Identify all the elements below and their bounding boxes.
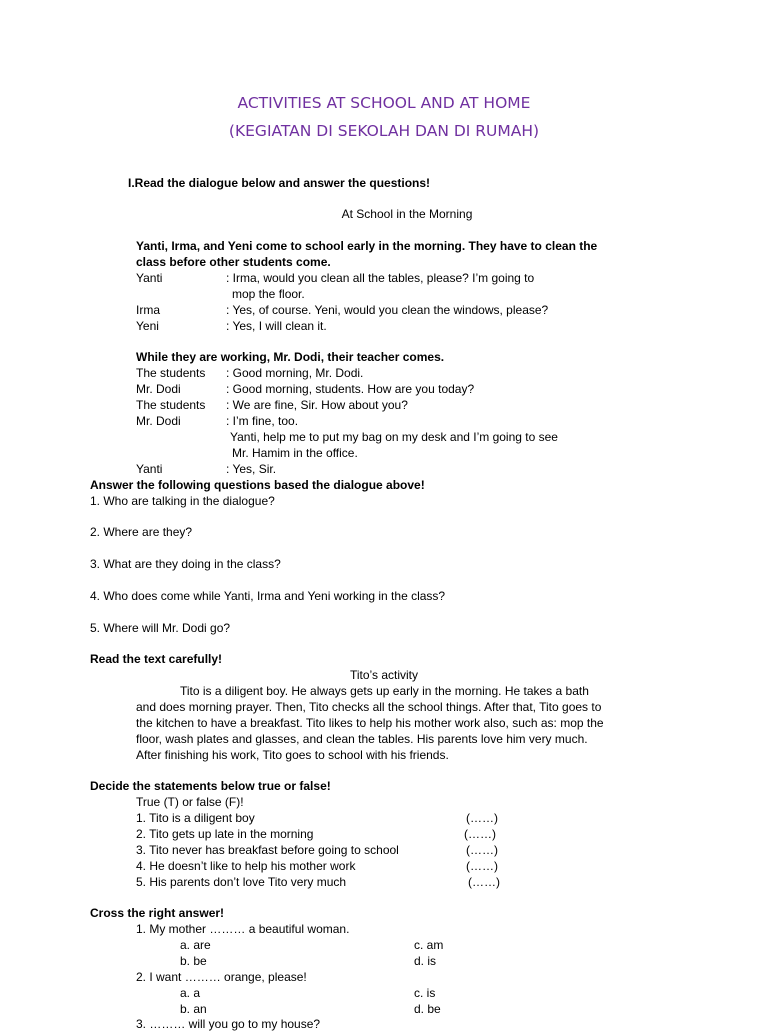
dialogue-line: mop the floor. [232,287,305,301]
section3-sub: True (T) or false (F)! [136,795,244,809]
dialogue-line: Mr. Hamim in the office. [232,446,358,460]
dialogue-speaker: Yanti [136,462,163,476]
section2-heading: Tito’s activity [349,668,418,682]
section4-instruction: Cross the right answer! [90,906,225,920]
dialogue-speaker: Mr. Dodi [136,382,181,396]
question-item: 2. Where are they? [90,525,193,539]
dialogue-line: : Yes, I will clean it. [226,319,327,333]
question-item: 3. What are they doing in the class? [90,557,281,571]
section1-intro-line1: Yanti, Irma, and Yeni come to school early in the morning. They have to clean the [136,239,598,253]
statement-text: 2. Tito gets up late in the morning [136,827,314,841]
dialogue-line: : Irma, would you clean all the tables, please? I’m going to [226,271,535,285]
question-item: 4. Who does come while Yanti, Irma and Yeni working in the class? [90,589,446,603]
statement-blank: (……) [466,859,498,873]
mc-option-a: a. a [180,986,201,1000]
section1-heading: At School in the Morning [341,207,473,221]
section2-instruction: Read the text carefully! [90,652,223,666]
questions-title: Answer the following questions based the dialogue above! [90,478,425,492]
text-line: Tito is a diligent boy. He always gets up early in the morning. He takes a bath [180,684,589,698]
statement-text: 5. His parents don’t love Tito very much [136,875,347,889]
mc-question: 1. My mother ……… a beautiful woman. [136,922,350,936]
statement-blank: (……) [468,875,500,889]
section1-transition: While they are working, Mr. Dodi, their teacher comes. [136,350,445,364]
mc-option-c: c. am [414,938,444,952]
mc-question-partial: 3. ……… will you go to my house? [136,1017,321,1031]
dialogue-line: : Good morning, students. How are you today? [226,382,475,396]
question-item: 5. Where will Mr. Dodi go? [90,621,231,635]
mc-question: 2. I want ……… orange, please! [136,970,307,984]
page-title: ACTIVITIES AT SCHOOL AND AT HOME [237,94,531,112]
mc-option-c: c. is [414,986,436,1000]
dialogue-speaker: The students [136,366,206,380]
dialogue-line: : We are fine, Sir. How about you? [226,398,408,412]
mc-option-d: d. be [414,1002,441,1016]
mc-option-d: d. is [414,954,437,968]
section1-intro-line2: class before other students come. [136,255,331,269]
text-line: and does morning prayer. Then, Tito checks all the school things. After that, Tito goes to [136,700,602,714]
mc-option-b: b. be [180,954,207,968]
text-line: After finishing his work, Tito goes to school with his friends. [136,748,449,762]
statement-text: 3. Tito never has breakfast before going to school [136,843,399,857]
dialogue-speaker: Yeni [136,319,159,333]
dialogue-line: : Yes, Sir. [226,462,277,476]
question-item: 1. Who are talking in the dialogue? [90,494,275,508]
mc-option-b: b. an [180,1002,207,1016]
statement-blank: (……) [466,843,498,857]
dialogue-line: Yanti, help me to put my bag on my desk and I’m going to see [230,430,558,444]
dialogue-line: : Good morning, Mr. Dodi. [226,366,364,380]
dialogue-speaker: Irma [136,303,160,317]
text-line: the kitchen to have a breakfast. Tito likes to help his mother work also, such as: mop the [136,716,604,730]
dialogue-line: : I’m fine, too. [226,414,299,428]
statement-text: 4. He doesn’t like to help his mother work [136,859,356,873]
dialogue-line: : Yes, of course. Yeni, would you clean the windows, please? [226,303,549,317]
text-line: floor, wash plates and glasses, and clean the tables. His parents love him very much. [136,732,588,746]
statement-blank: (……) [466,811,498,825]
section1-instruction: I.Read the dialogue below and answer the questions! [128,176,431,190]
section3-instruction: Decide the statements below true or false! [90,779,331,793]
mc-option-a: a. are [180,938,211,952]
statement-text: 1. Tito is a diligent boy [136,811,255,825]
page-subtitle: (KEGIATAN DI SEKOLAH DAN DI RUMAH) [228,122,540,140]
dialogue-speaker: Yanti [136,271,163,285]
dialogue-speaker: The students [136,398,206,412]
statement-blank: (……) [464,827,496,841]
dialogue-speaker: Mr. Dodi [136,414,181,428]
